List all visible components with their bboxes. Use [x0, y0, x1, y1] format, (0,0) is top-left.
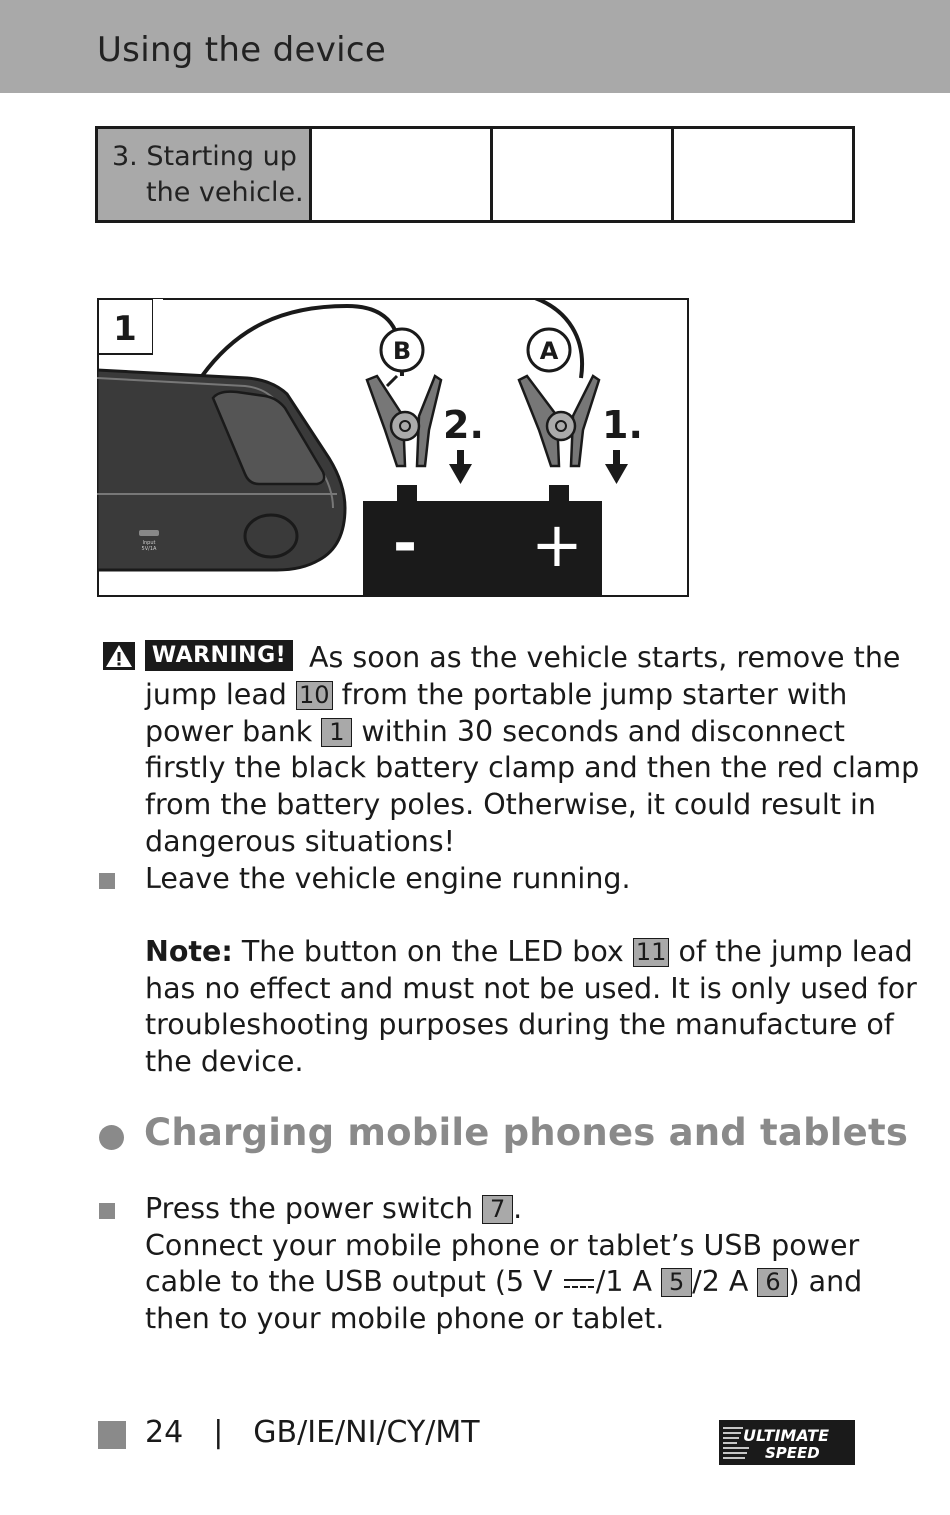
note-line3: troubleshooting purposes during the manufacture of	[145, 1008, 894, 1042]
ref-power-bank: 1	[321, 718, 352, 747]
warning-text-line5: from the battery poles. Otherwise, it could result in	[145, 788, 876, 822]
ref-jump-lead: 10	[296, 681, 333, 710]
step-cell-starting-up	[98, 129, 312, 220]
warning-text-part: from the portable jump starter with	[341, 678, 848, 711]
note-line4: the device.	[145, 1045, 304, 1079]
step-label-line2: the vehicle.	[146, 177, 304, 208]
charging-text-part: /2 A	[692, 1265, 749, 1299]
page-number: 24	[145, 1415, 184, 1450]
warning-text-part: jump lead	[145, 678, 287, 711]
warning-text-line6: dangerous situations!	[145, 824, 456, 858]
step-cell-empty	[312, 129, 493, 220]
charging-text-part: Press the power switch	[145, 1192, 474, 1225]
page-footer	[145, 1415, 480, 1450]
warning-text-part: power bank	[145, 714, 313, 748]
logo-line1: ULTIMATE	[743, 1426, 830, 1445]
note-line2: has no effect and must not be used. It is only used for	[145, 971, 917, 1005]
footer-separator: |	[213, 1415, 224, 1450]
warning-text-line1: As soon as the vehicle starts, remove the	[309, 641, 901, 674]
note-block	[145, 934, 917, 1081]
warning-text-part: within 30 seconds and disconnect	[361, 714, 845, 748]
logo-line2: SPEED	[765, 1444, 820, 1462]
charging-instructions	[145, 1191, 863, 1338]
warning-text-line2	[145, 677, 850, 714]
charging-line1	[145, 1191, 850, 1228]
battery-plus-label: +	[531, 508, 583, 581]
charging-text-part: ) and	[788, 1265, 863, 1299]
warning-text	[145, 677, 920, 861]
section-bullet-icon	[99, 1125, 124, 1150]
charging-line4: then to your mobile phone or tablet.	[145, 1302, 665, 1336]
port-label-input: Input	[142, 540, 156, 546]
jump-start-illustration	[97, 298, 689, 597]
battery-icon	[363, 485, 602, 596]
warning-text-line3	[145, 714, 850, 751]
ref-power-switch: 7	[482, 1195, 513, 1224]
warning-triangle-icon	[103, 642, 135, 670]
charging-line3	[145, 1264, 863, 1301]
footer-square-icon	[98, 1421, 126, 1449]
charging-text-part: .	[513, 1192, 523, 1225]
section-heading: Charging mobile phones and tablets	[144, 1111, 909, 1154]
charging-text-part: cable to the USB output (5 V	[145, 1265, 553, 1299]
note-label: Note:	[145, 935, 233, 968]
warning-text-line4: firstly the black battery clamp and then the red clamp	[145, 751, 920, 785]
step-label-line1: 3. Starting up	[112, 141, 297, 172]
clamp-b-label: B	[392, 337, 412, 365]
bullet-engine-text: Leave the vehicle engine running.	[145, 862, 631, 895]
dc-current-icon	[564, 1273, 594, 1293]
step-1-label: 1.	[602, 403, 643, 447]
warning-badge: WARNING!	[145, 640, 293, 671]
ultimate-speed-logo	[719, 1420, 855, 1465]
battery-minus-label: -	[392, 509, 418, 577]
step-2-label: 2.	[443, 403, 484, 447]
ref-usb-output-2a: 6	[757, 1268, 788, 1297]
footer-countries: GB/IE/NI/CY/MT	[253, 1415, 480, 1450]
note-line1	[145, 934, 913, 971]
note-text-part: The button on the LED box	[241, 935, 624, 968]
bullet-square-icon	[99, 873, 115, 889]
port-label-voltage: 5V/1A	[141, 546, 157, 552]
step-cell-empty	[493, 129, 674, 220]
charging-text-part: /1 A	[595, 1265, 653, 1299]
clamp-a-label: A	[539, 337, 559, 365]
page-header	[0, 0, 950, 93]
steps-table	[95, 126, 855, 223]
page-header-title: Using the device	[97, 30, 387, 70]
step-cell-empty	[674, 129, 852, 220]
ref-led-box: 11	[633, 938, 670, 967]
note-text-part: of the jump lead	[678, 935, 913, 968]
figure-number: 1	[113, 309, 137, 349]
bullet-square-icon	[99, 1203, 115, 1219]
ref-usb-output-1a: 5	[661, 1268, 692, 1297]
charging-line2: Connect your mobile phone or tablet’s USB power	[145, 1228, 860, 1262]
